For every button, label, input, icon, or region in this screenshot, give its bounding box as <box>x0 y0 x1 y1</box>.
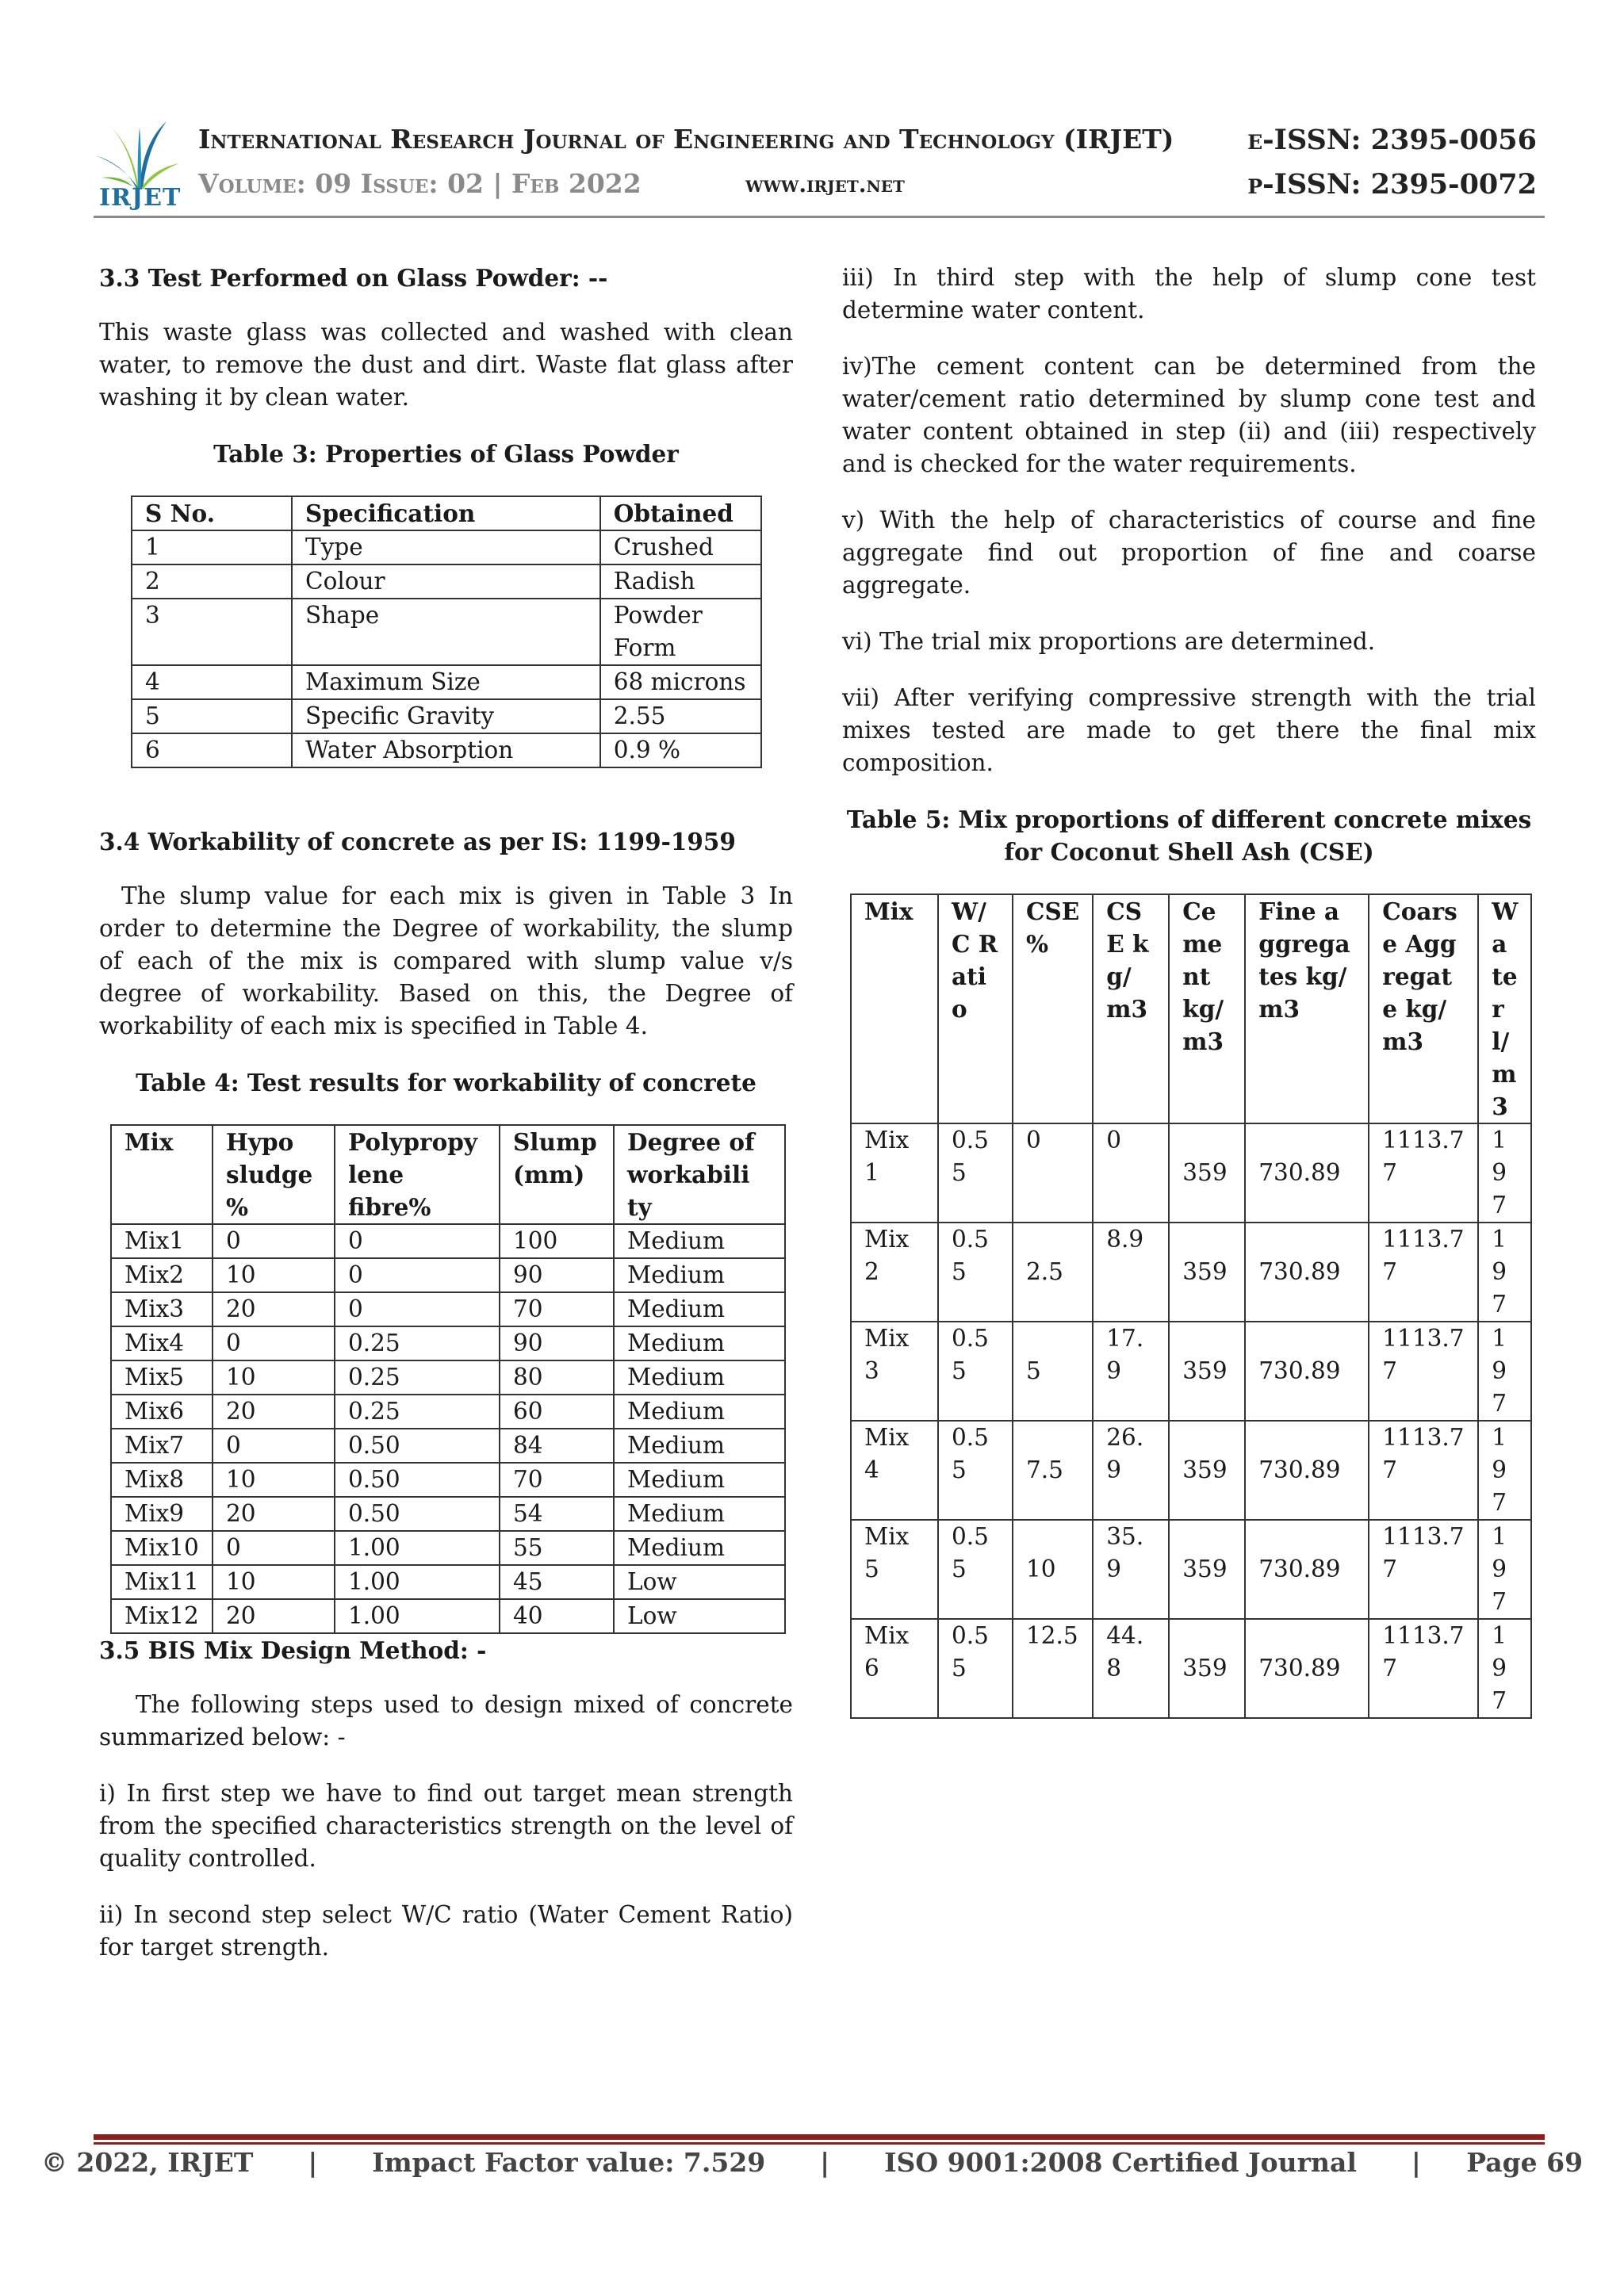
table-row <box>111 1292 785 1326</box>
table-cell: 197 <box>1478 1619 1531 1718</box>
table-cell: Mix 3 <box>851 1322 938 1421</box>
table-cell: 17.9 <box>1093 1322 1169 1421</box>
table-cell: Medium <box>614 1258 785 1292</box>
table-cell: Mix 6 <box>851 1619 938 1718</box>
table-cell: Mix10 <box>111 1531 213 1565</box>
table-cell: 1113.77 <box>1369 1123 1478 1223</box>
table-cell: 730.89 <box>1245 1520 1369 1619</box>
table-cell: 197 <box>1478 1223 1531 1322</box>
step-6: vi) The trial mix proportions are determined. <box>842 628 1376 655</box>
table-row <box>132 564 761 599</box>
table-cell: Mix3 <box>111 1292 213 1326</box>
table-cell: 68 microns <box>600 665 761 699</box>
page-footer: © 2022, IRJET | Impact Factor value: 7.529 | ISO 9001:2008 Certified Journal | Page 69 <box>40 2147 1584 2178</box>
table-cell: Medium <box>614 1497 785 1531</box>
table-cell: 40 <box>500 1599 614 1633</box>
table-cell: 5 <box>1013 1322 1093 1421</box>
table-cell: 359 <box>1169 1123 1245 1223</box>
table-cell: 0.25 <box>335 1395 500 1429</box>
table-cell: 1.00 <box>335 1565 500 1599</box>
table-cell: Radish <box>600 564 761 599</box>
table-cell: 197 <box>1478 1123 1531 1223</box>
table-row <box>851 1520 1531 1619</box>
table-cell: 3 <box>132 599 292 665</box>
table-row <box>851 1123 1531 1223</box>
table-cell: 8.9 <box>1093 1223 1169 1322</box>
table-cell: 12.5 <box>1013 1619 1093 1718</box>
table-cell: 10 <box>213 1360 335 1395</box>
footer-divider <box>94 2134 1545 2140</box>
table-cell: 70 <box>500 1292 614 1326</box>
table-cell: 84 <box>500 1429 614 1463</box>
section-3-5-paragraph: The following steps used to design mixed of concrete summarized below: - <box>99 1691 793 1751</box>
table-cell: 10 <box>213 1565 335 1599</box>
table-cell: 55 <box>500 1531 614 1565</box>
table-cell: Powder Form <box>600 599 761 665</box>
table-cell: 2 <box>132 564 292 599</box>
table-row <box>851 1322 1531 1421</box>
table-cell: 730.89 <box>1245 1322 1369 1421</box>
table-cell: Crushed <box>600 530 761 564</box>
table-cell: 2.55 <box>600 699 761 733</box>
table-cell: 1113.77 <box>1369 1322 1478 1421</box>
table-cell: 10 <box>213 1463 335 1497</box>
table-row <box>111 1224 785 1258</box>
table-cell: Low <box>614 1565 785 1599</box>
table-cell: 197 <box>1478 1322 1531 1421</box>
table-cell: Medium <box>614 1326 785 1360</box>
table-header-row <box>111 1125 785 1224</box>
right-column <box>842 262 1536 1719</box>
table-cell: 0 <box>335 1224 500 1258</box>
column-header: Specification <box>292 496 600 530</box>
header-divider <box>94 216 1545 218</box>
step-1: i) In first step we have to find out target mean strength from the specified characteristics strength on the level of quality controlled. <box>99 1780 793 1872</box>
table-cell: Mix 2 <box>851 1223 938 1322</box>
table-cell: Shape <box>292 599 600 665</box>
table-cell: 80 <box>500 1360 614 1395</box>
table-3-glass-powder <box>131 496 762 768</box>
step-2: ii) In second step select W/C ratio (Water Cement Ratio) for target strength. <box>99 1901 793 1961</box>
table-row <box>111 1565 785 1599</box>
table-5-caption: Table 5: Mix proportions of different concrete mixes for Coconut Shell Ash (CSE) <box>846 806 1532 866</box>
journal-title: International Research Journal of Engineering and Technology (IRJET) <box>198 124 1174 155</box>
table-cell: 44.8 <box>1093 1619 1169 1718</box>
table-cell: Medium <box>614 1463 785 1497</box>
table-cell: 45 <box>500 1565 614 1599</box>
table-row <box>111 1395 785 1429</box>
table-cell: 359 <box>1169 1223 1245 1322</box>
table-cell: Type <box>292 530 600 564</box>
column-header: Obtained <box>600 496 761 530</box>
table-3-caption: Table 3: Properties of Glass Powder <box>213 440 679 468</box>
table-cell: 90 <box>500 1326 614 1360</box>
table-5-mix-proportions <box>850 894 1532 1719</box>
table-cell: 0 <box>213 1224 335 1258</box>
table-cell: Mix12 <box>111 1599 213 1633</box>
column-header: Mix <box>851 894 938 1123</box>
table-cell: Colour <box>292 564 600 599</box>
table-row <box>851 1223 1531 1322</box>
table-cell: Mix2 <box>111 1258 213 1292</box>
table-cell: 0.55 <box>938 1223 1013 1322</box>
column-header: CSE kg/m3 <box>1093 894 1169 1123</box>
table-cell: 1113.77 <box>1369 1223 1478 1322</box>
table-cell: Specific Gravity <box>292 699 600 733</box>
column-header: Coarse Aggregate kg/m3 <box>1369 894 1478 1123</box>
table-row <box>111 1258 785 1292</box>
table-cell: 197 <box>1478 1520 1531 1619</box>
table-cell: 35.9 <box>1093 1520 1169 1619</box>
table-cell: 730.89 <box>1245 1619 1369 1718</box>
table-cell: Mix 4 <box>851 1421 938 1520</box>
table-cell: 0.55 <box>938 1123 1013 1223</box>
table-cell: Medium <box>614 1224 785 1258</box>
table-cell: 0 <box>1013 1123 1093 1223</box>
table-cell: 0 <box>213 1429 335 1463</box>
table-row <box>111 1429 785 1463</box>
table-cell: 730.89 <box>1245 1421 1369 1520</box>
table-row <box>132 599 761 665</box>
left-column <box>99 262 793 1964</box>
table-row <box>132 530 761 564</box>
table-cell: 10 <box>213 1258 335 1292</box>
table-cell: 730.89 <box>1245 1123 1369 1223</box>
table-row <box>111 1497 785 1531</box>
table-cell: 1 <box>132 530 292 564</box>
table-cell: 0.55 <box>938 1421 1013 1520</box>
table-cell: Medium <box>614 1531 785 1565</box>
table-cell: 5 <box>132 699 292 733</box>
section-3-4-paragraph: The slump value for each mix is given in Table 3 In order to determine the Degree of workability, the slump of each of the mix is compared with slump value v/s degree of workability. Based on this, the Degree of workability of each mix is specified in Table 4. <box>99 882 793 1039</box>
table-cell: 1113.77 <box>1369 1421 1478 1520</box>
table-cell: 0.50 <box>335 1463 500 1497</box>
logo-leaves-icon <box>94 117 181 193</box>
table-cell: 20 <box>213 1395 335 1429</box>
section-3-4-heading: 3.4 Workability of concrete as per IS: 1199-1959 <box>99 828 736 855</box>
table-cell: 0.25 <box>335 1326 500 1360</box>
table-cell: Mix 1 <box>851 1123 938 1223</box>
section-3-3-heading: 3.3 Test Performed on Glass Powder: -- <box>99 264 608 292</box>
table-cell: Medium <box>614 1395 785 1429</box>
table-cell: Mix4 <box>111 1326 213 1360</box>
table-cell: Mix 5 <box>851 1520 938 1619</box>
column-header: Water l/m3 <box>1478 894 1531 1123</box>
table-cell: 0.55 <box>938 1322 1013 1421</box>
column-header: Hypo sludge % <box>213 1125 335 1224</box>
table-cell: 197 <box>1478 1421 1531 1520</box>
section-3-5-heading: 3.5 BIS Mix Design Method: - <box>99 1636 487 1664</box>
journal-website: www.irjet.net <box>745 171 905 197</box>
volume-issue: Volume: 09 Issue: 02 | Feb 2022 <box>198 168 642 199</box>
table-cell: Mix6 <box>111 1395 213 1429</box>
table-row <box>132 733 761 767</box>
table-cell: 54 <box>500 1497 614 1531</box>
table-cell: 90 <box>500 1258 614 1292</box>
table-cell: Mix9 <box>111 1497 213 1531</box>
table-row <box>851 1421 1531 1520</box>
table-cell: Mix8 <box>111 1463 213 1497</box>
table-row <box>111 1463 785 1497</box>
table-cell: Medium <box>614 1360 785 1395</box>
table-cell: 0.25 <box>335 1360 500 1395</box>
table-row <box>132 699 761 733</box>
table-cell: 10 <box>1013 1520 1093 1619</box>
column-header: Polypropy lene fibre% <box>335 1125 500 1224</box>
table-row <box>851 1619 1531 1718</box>
table-cell: 359 <box>1169 1421 1245 1520</box>
table-cell: 0.50 <box>335 1429 500 1463</box>
table-row <box>111 1531 785 1565</box>
column-header: CSE % <box>1013 894 1093 1123</box>
table-cell: 730.89 <box>1245 1223 1369 1322</box>
table-cell: 70 <box>500 1463 614 1497</box>
section-3-3-paragraph: This waste glass was collected and washed with clean water, to remove the dust and dirt. Waste flat glass after washing it by clean water. <box>99 319 793 411</box>
step-4: iv)The cement content can be determined from the water/cement ratio determined by slump cone test and water content obtained in step (ii) and (iii) respectively and is checked for the water requirements. <box>842 353 1536 477</box>
table-cell: 1113.77 <box>1369 1619 1478 1718</box>
table-cell: Maximum Size <box>292 665 600 699</box>
table-cell: 359 <box>1169 1619 1245 1718</box>
footer-divider-thin <box>94 2142 1545 2145</box>
column-header: Fine aggregates kg/m3 <box>1245 894 1369 1123</box>
table-cell: 60 <box>500 1395 614 1429</box>
table-cell: Mix11 <box>111 1565 213 1599</box>
step-5: v) With the help of characteristics of course and fine aggregate find out proportion of fine and coarse aggregate. <box>842 507 1536 599</box>
step-3: iii) In third step with the help of slump cone test determine water content. <box>842 264 1536 323</box>
table-cell: 359 <box>1169 1520 1245 1619</box>
table-cell: Water Absorption <box>292 733 600 767</box>
table-cell: 359 <box>1169 1322 1245 1421</box>
column-header: S No. <box>132 496 292 530</box>
table-header-row <box>132 496 761 530</box>
column-header: Mix <box>111 1125 213 1224</box>
table-cell: 1.00 <box>335 1599 500 1633</box>
table-cell: 20 <box>213 1599 335 1633</box>
table-cell: Mix5 <box>111 1360 213 1395</box>
column-header: Degree of workabili ty <box>614 1125 785 1224</box>
table-cell: 6 <box>132 733 292 767</box>
table-row <box>111 1326 785 1360</box>
column-header: Cement kg/m3 <box>1169 894 1245 1123</box>
table-cell: 20 <box>213 1497 335 1531</box>
table-cell: 0.50 <box>335 1497 500 1531</box>
step-7: vii) After verifying compressive strength with the trial mixes tested are made to get there the final mix composition. <box>842 684 1536 776</box>
table-header-row <box>851 894 1531 1123</box>
table-cell: Low <box>614 1599 785 1633</box>
table-cell: 1.00 <box>335 1531 500 1565</box>
table-cell: 2.5 <box>1013 1223 1093 1322</box>
e-issn: e-ISSN: 2395-0056 <box>1247 124 1537 156</box>
table-cell: 0 <box>335 1258 500 1292</box>
table-cell: 0.55 <box>938 1619 1013 1718</box>
table-4-caption: Table 4: Test results for workability of concrete <box>136 1069 756 1096</box>
table-cell: 26.9 <box>1093 1421 1169 1520</box>
table-cell: 7.5 <box>1013 1421 1093 1520</box>
table-cell: 100 <box>500 1224 614 1258</box>
table-cell: 0 <box>213 1531 335 1565</box>
table-cell: 0.55 <box>938 1520 1013 1619</box>
table-row <box>111 1599 785 1633</box>
table-cell: 20 <box>213 1292 335 1326</box>
table-cell: 0 <box>335 1292 500 1326</box>
table-cell: Mix7 <box>111 1429 213 1463</box>
table-cell: Mix1 <box>111 1224 213 1258</box>
table-4-workability <box>110 1124 786 1634</box>
table-cell: 0 <box>213 1326 335 1360</box>
table-row <box>111 1360 785 1395</box>
column-header: W/C Ratio <box>938 894 1013 1123</box>
table-cell: Medium <box>614 1292 785 1326</box>
table-cell: 0 <box>1093 1123 1169 1223</box>
table-cell: 0.9 % <box>600 733 761 767</box>
table-row <box>132 665 761 699</box>
table-cell: Medium <box>614 1429 785 1463</box>
p-issn: p-ISSN: 2395-0072 <box>1247 168 1537 201</box>
table-cell: 1113.77 <box>1369 1520 1478 1619</box>
column-header: Slump (mm) <box>500 1125 614 1224</box>
logo-wordmark: IRJET <box>99 184 182 212</box>
table-cell: 4 <box>132 665 292 699</box>
